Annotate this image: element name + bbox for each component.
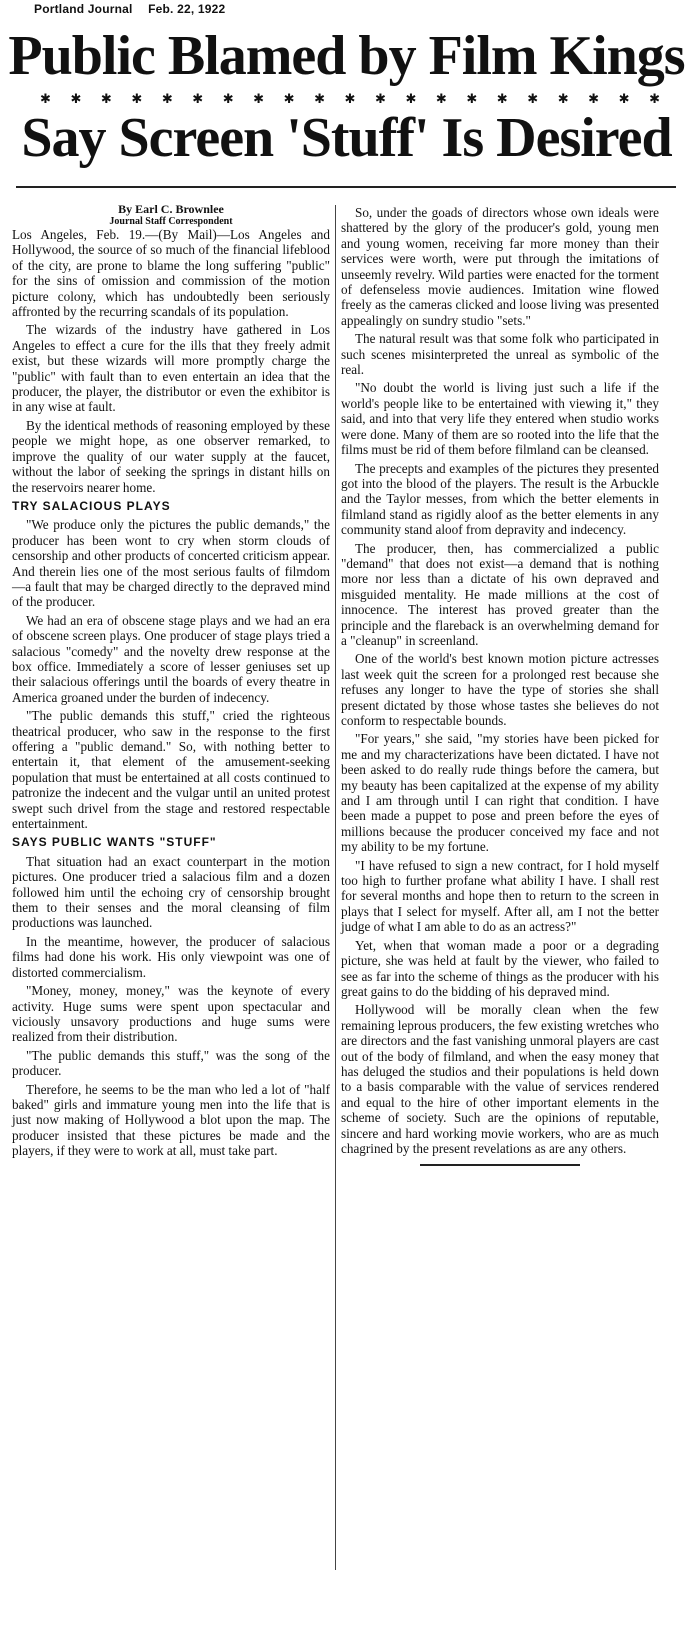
paragraph: Los Angeles, Feb. 19.—(By Mail)—Los Angeles and Hollywood, the source of so much of the financial lifeblood of the city, are prone to blame the long suffering "public" for the sins of omission and commission of the motion picture colony, which has undoubtedly been seriously affronted by the recurring scandals of its population. (12, 227, 330, 320)
end-rule (420, 1164, 580, 1166)
article-column-1 (12, 203, 330, 1162)
paragraph: By the identical methods of reasoning employed by these people we might hope, as one observer remarked, to improve the quality of our water supply at the faucet, without the labor of seeking the springs in distant hills on the reservoirs nearer home. (12, 417, 330, 495)
subheading: SAYS PUBLIC WANTS "STUFF" (12, 835, 217, 850)
paragraph: "No doubt the world is living just such a life if the world's people like to be entertained with viewing it," they said, and into that very life they entered when studio works were done. Many of them are so rooted into the life that the films must be rid of them before filmland can be cleansed. (341, 380, 659, 458)
paragraph: In the meantime, however, the producer of salacious films had done his work. His only viewpoint was one of distorted commercialism. (12, 933, 330, 980)
byline-role: Journal Staff Correspondent (109, 216, 233, 227)
publication-date: Feb. 22, 1922 (148, 2, 226, 16)
paragraph: That situation had an exact counterpart in the motion pictures. One producer tried a salacious film and a dozen followed him until the echoing cry of censorship brought them to their senses and the moral cleansing of film productions was launched. (12, 853, 330, 931)
paragraph: "We produce only the pictures the public demands," the producer has been wont to cry when storm clouds of censorship and other products of concerted criticism appear. And therein lies one of the most serious faults of filmdom—a fault that may be charged directly to the depraved mind of the producer. (12, 517, 330, 610)
paragraph: "I have refused to sign a new contract, for I hold myself too high to further profane what ability I have. I shall rest for several months and hope then to return to the screen in plays that I select for myself. After all, am I not the better judge of what I am able to do as an actress?" (341, 857, 659, 935)
dateline (34, 2, 237, 16)
paragraph: "The public demands this stuff," cried the righteous theatrical producer, who saw in the response to the first offering a "public demand." So, with nothing better to entertain it, that element of the amusement-seeking population that must be entertained at all costs continued to patronize the indecent and the vulgar until an united protest swept such drivel from the stage and restored respectable entertainment. (12, 708, 330, 832)
headline-rule (16, 186, 676, 188)
paragraph: Hollywood will be morally clean when the few remaining leprous producers, the few existing wretches who are directors and the fast vanishing unmoral players are cast out of the body of filmland, and when the easy money that has deluged the studios and their populations is held down to a basis comparable with the value of services rendered and equal to the hire of other important elements in the scheme of society. Such are the opinions of reputable, sincere and hard working movie workers, who are as much chagrined by the present revelations as are any others. (341, 1002, 659, 1156)
headline-line-1: Public Blamed by Film Kings (8, 25, 685, 87)
byline-author: By Earl C. Brownlee (118, 202, 224, 216)
paragraph: So, under the goads of directors whose own ideals were shattered by the glory of the producer's gold, young men and young women, receiving far more money than their services were worth, were put through the imitations of unseemly revelry. Wild parties were enacted for the torment of defenseless movie audiences. Imitation wine flowed freely as the cameras clicked and loose living was presented appealingly on sundry studio "sets." (341, 205, 659, 328)
paragraph: The wizards of the industry have gathered in Los Angeles to effect a cure for the ills that they freely admit exist, but these wizards will more promptly charge the "public" with fault than to even entertain an idea that the producer, the player, the distributor or even the exhibitor is in any wise at fault. (12, 322, 330, 415)
publication-name: Portland Journal (34, 2, 133, 16)
paragraph: The producer, then, has commercialized a public "demand" that does not exist—a demand that is nothing more nor less than a dictate of his own depraved and misguided mentality. He made millions at the cost of innocence. The interest has proved greater than the principle and the flareback is an overwhelming demand for a "cleanup" in screenland. (341, 540, 659, 648)
article-column-2 (341, 205, 659, 1166)
headline-line-2: Say Screen 'Stuff' Is Desired (21, 107, 672, 169)
column-divider (335, 205, 336, 1570)
subheading: TRY SALACIOUS PLAYS (12, 498, 171, 513)
paragraph: One of the world's best known motion picture actresses last week quit the screen for a prolonged rest because she refuses any longer to have the type of stories she shall present dictated by those whose tastes she believes do not conform to respectable bounds. (341, 651, 659, 728)
paragraph: Therefore, he seems to be the man who led a lot of "half baked" girls and immature young men into the life that is just now making of Hollywood a blot upon the map. The producer insisted that these pictures be made and the players, if they were to work at all, must take part. (12, 1081, 330, 1159)
paragraph: The natural result was that some folk who participated in such scenes misinterpreted the unreal as symbolic of the real. (341, 331, 659, 378)
paragraph: The precepts and examples of the pictures they presented got into the blood of the players. The result is the Arbuckle and the Taylor messes, from which the better elements in filmland stand as rigidly aloof as the better elements in any community stand aloof from depravity and indecency. (341, 460, 659, 538)
paragraph: We had an era of obscene stage plays and we had an era of obscene screen plays. One producer of stage plays tried a salacious "comedy" and the novelty drew response at the box office. Immediately a score of lesser geniuses set up their salacious offerings until the boards of every theatre in America groaned under the burden of indecency. (12, 612, 330, 705)
paragraph: "The public demands this stuff," was the song of the producer. (12, 1047, 330, 1079)
paragraph: "Money, money, money," was the keynote of every activity. Huge sums were spent upon spectacular and viciously unsavory productions and huge sums were realized from their distribution. (12, 983, 330, 1045)
headline-ornament: ✱ ✱ ✱ ✱ ✱ ✱ ✱ ✱ ✱ ✱ ✱ ✱ ✱ ✱ ✱ ✱ ✱ ✱ ✱ ✱ ✱ (40, 92, 660, 107)
paragraph: "For years," she said, "my stories have been picked for me and my characterizations have been dictated. I have not been asked to do really rude things before the camera, but my beauty has been capitalized at the expense of my ability and I am through until I can right that condition. I have been made a puppet to pose and preen before the eyes of millions because the producer conceived my face and not my ability to be my fortune. (341, 731, 659, 855)
paragraph: Yet, when that woman made a poor or a degrading picture, she was held at fault by the viewer, who failed to see as far into the scheme of things as the producer with his great gains to do the bidding of his depraved mind. (341, 937, 659, 999)
